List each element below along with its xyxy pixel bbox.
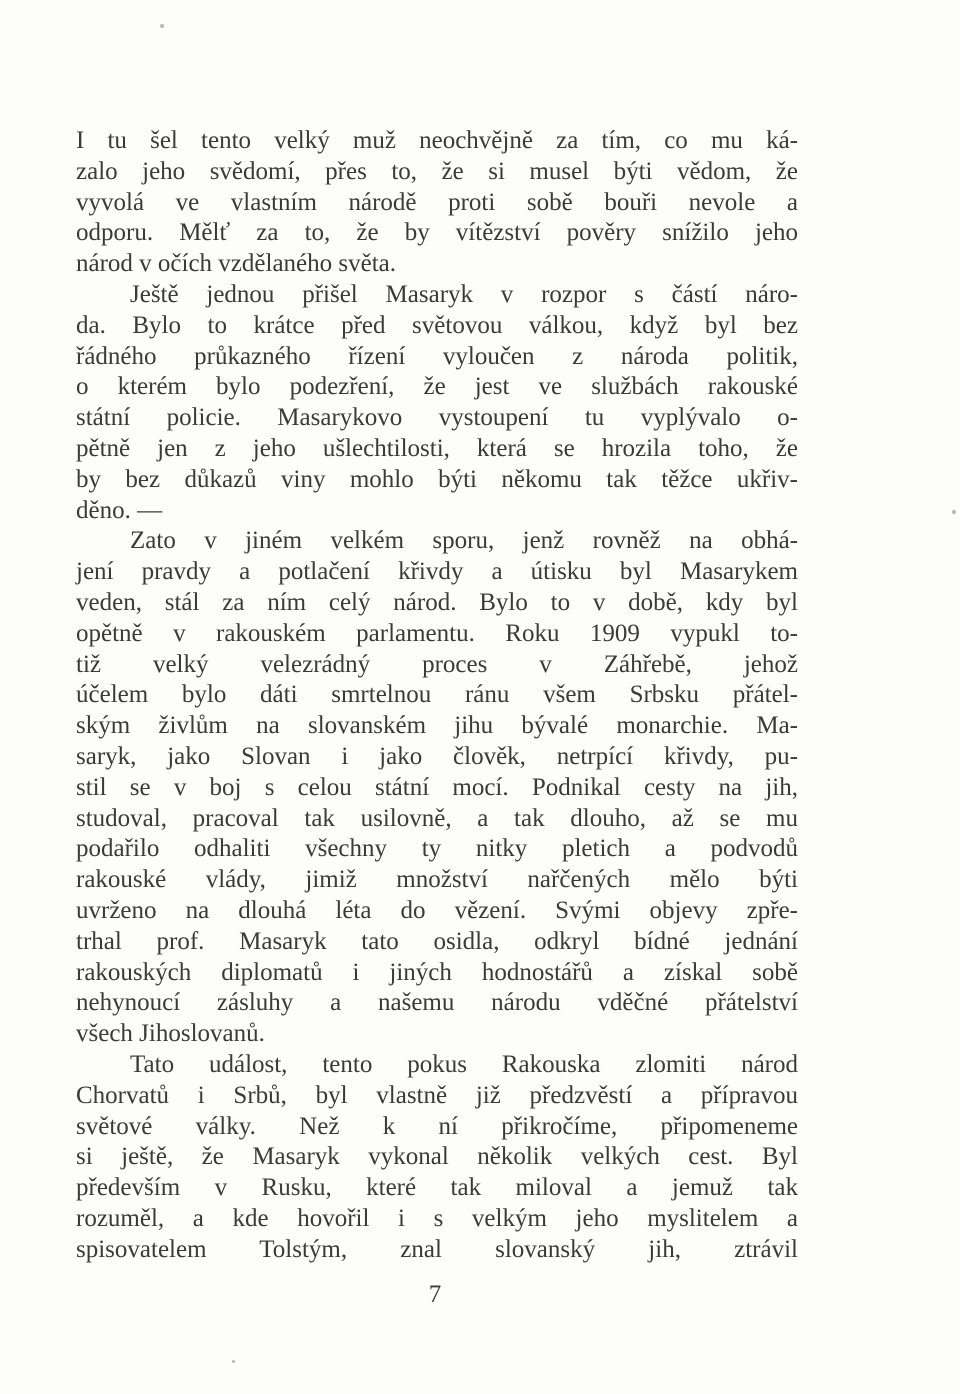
text-line: by bez důkazů viny mohlo býti někomu tak těžce ukřiv- bbox=[76, 465, 798, 493]
text-line: státní policie. Masarykovo vystoupení tu vyplývalo o- bbox=[76, 404, 798, 432]
text-line: všech Jihoslovanů. bbox=[76, 1020, 265, 1048]
text-line: děno. — bbox=[76, 496, 163, 524]
text-line: Chorvatů i Srbů, byl vlastně již předzvěstí a přípravou bbox=[76, 1081, 798, 1109]
text-line: jení pravdy a potlačení křivdy a útisku byl Masarykem bbox=[76, 558, 798, 586]
text-line: uvrženo na dlouhá léta do vězení. Svými objevy zpře- bbox=[76, 896, 798, 924]
text-line: ským živlům na slovanském jihu bývalé monarchie. Ma- bbox=[76, 712, 798, 740]
text-line: řádného průkazného řízení vyloučen z národa politik, bbox=[76, 342, 798, 370]
text-line: rakouské vlády, jimiž množství nařčených mělo býti bbox=[76, 866, 798, 894]
text-line: stil se v boj s celou státní mocí. Podnikal cesty na jih, bbox=[76, 773, 798, 801]
text-line: Ještě jednou přišel Masaryk v rozpor s částí náro- bbox=[130, 280, 798, 308]
text-line: světové války. Než k ní přikročíme, připomeneme bbox=[76, 1112, 798, 1140]
paper-speck bbox=[232, 1360, 235, 1363]
text-line: opětně v rakouském parlamentu. Roku 1909 vypukl to- bbox=[76, 619, 798, 647]
text-line: veden, stál za ním celý národ. Bylo to v době, kdy byl bbox=[76, 588, 798, 616]
body-text bbox=[76, 126, 798, 1265]
text-line: vyvolá ve vlastním národě proti sobě bouři nevole a bbox=[76, 188, 798, 216]
text-line: nehynoucí zásluhy a našemu národu vděčné přátelství bbox=[76, 989, 798, 1017]
text-line: I tu šel tento velký muž neochvějně za tím, co mu ká- bbox=[76, 127, 798, 154]
text-line: tiž velký velezrádný proces v Záhřebě, jehož bbox=[76, 650, 798, 678]
text-line: národ v očích vzdělaného světa. bbox=[76, 250, 397, 278]
text-line: saryk, jako Slovan i jako člověk, netrpící křivdy, pu- bbox=[76, 742, 798, 770]
text-line: da. Bylo to krátce před světovou válkou, když byl bez bbox=[76, 311, 798, 339]
paper-speck bbox=[160, 24, 164, 28]
page-number: 7 bbox=[428, 1281, 442, 1308]
text-line: podařilo odhaliti všechny ty nitky pletich a podvodů bbox=[76, 835, 798, 863]
text-line: trhal prof. Masaryk tato osidla, odkryl bídné jednání bbox=[76, 927, 798, 955]
text-line: si ještě, že Masaryk vykonal několik velkých cest. Byl bbox=[76, 1143, 798, 1171]
text-line: rakouských diplomatů i jiných hodnostářů a získal sobě bbox=[76, 958, 798, 986]
text-line: studoval, pracoval tak usilovně, a tak dlouho, až se mu bbox=[76, 804, 798, 832]
text-line: Tato událost, tento pokus Rakouska zlomiti národ bbox=[130, 1050, 798, 1078]
text-line: pětně jen z jeho ušlechtilosti, která se hrozila toho, že bbox=[76, 434, 798, 462]
text-line: o kterém bylo podezření, že jest ve službách rakouské bbox=[76, 373, 798, 401]
text-line: Zato v jiném velkém sporu, jenž rovněž na obhá- bbox=[130, 527, 798, 555]
text-line: spisovatelem Tolstým, znal slovanský jih, ztrávil bbox=[76, 1235, 798, 1263]
paper-speck bbox=[952, 510, 956, 514]
text-line: především v Rusku, které tak miloval a jemuž tak bbox=[76, 1174, 798, 1202]
text-line: zalo jeho svědomí, přes to, že si musel býti vědom, že bbox=[76, 157, 798, 185]
text-line: účelem bylo dáti smrtelnou ránu všem Srbsku přátel- bbox=[76, 681, 798, 709]
text-line: rozuměl, a kde hovořil i s velkým jeho myslitelem a bbox=[76, 1204, 798, 1232]
text-line: odporu. Mělť za to, že by vítězství pověry snížilo jeho bbox=[76, 219, 798, 247]
